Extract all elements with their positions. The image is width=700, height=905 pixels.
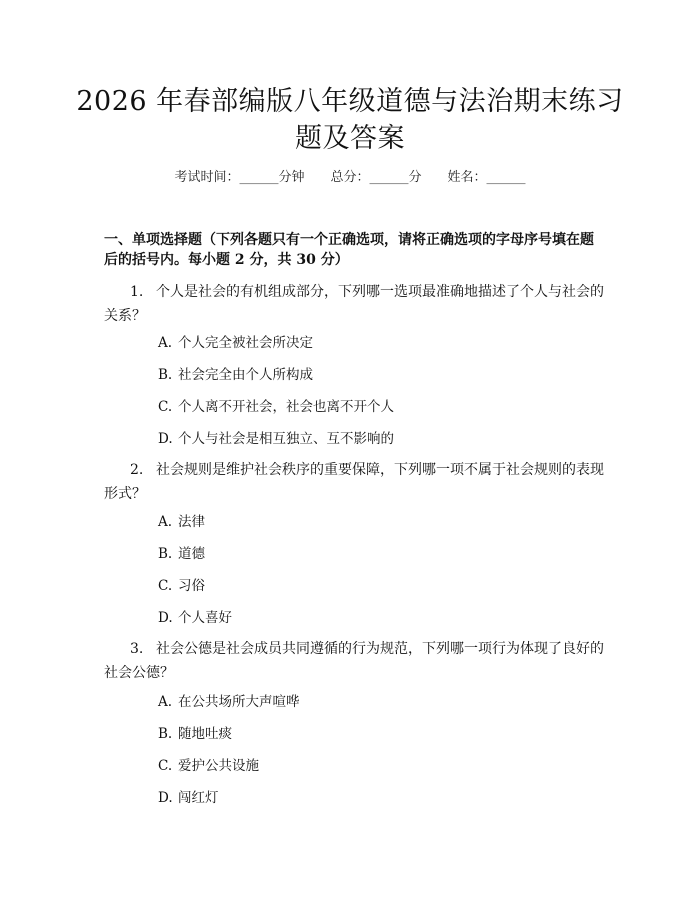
question-text-line-1: 社会公德是社会成员共同遵循的行为规范，下列哪一项行为体现了良好的: [156, 641, 604, 657]
question-number: 3.: [130, 641, 144, 657]
question-3-stem-line-2: 社会公德？: [104, 665, 174, 681]
option-text: 个人离不开社会，社会也离不开个人: [178, 399, 394, 415]
option-letter: B.: [158, 367, 173, 383]
exam-time-blank: ______: [239, 170, 279, 185]
question-2-option-d: [158, 608, 598, 628]
total-score-blank: ______: [369, 170, 409, 185]
option-letter: A.: [158, 335, 173, 351]
question-2-option-b: [158, 544, 598, 564]
option-letter: A.: [158, 694, 173, 710]
question-3-option-c: [158, 756, 598, 776]
option-text: 法律: [178, 514, 205, 530]
section-heading-line-1: 一、单项选择题（下列各题只有一个正确选项，请将正确选项的字母序号填在题: [104, 232, 594, 248]
option-text: 在公共场所大声喧哗: [178, 694, 300, 710]
option-letter: B.: [158, 726, 173, 742]
exam-time-unit: 分钟: [278, 170, 305, 185]
question-text-line-1: 个人是社会的有机组成部分，下列哪一选项最准确地描述了个人与社会的: [156, 284, 604, 300]
option-letter: D.: [158, 610, 173, 626]
document-title-line-1: 2026 年春部编版八年级道德与法治期末练习: [76, 86, 624, 117]
option-text: 闯红灯: [178, 790, 219, 806]
option-text: 个人喜好: [178, 610, 232, 626]
total-score-unit: 分: [408, 170, 422, 185]
option-text: 个人与社会是相互独立、互不影响的: [178, 431, 394, 447]
question-1-stem: [104, 280, 604, 304]
total-score-label: 总分：: [330, 170, 370, 185]
question-3-stem: [104, 637, 604, 661]
question-2-stem: [104, 458, 604, 482]
option-text: 道德: [178, 546, 205, 562]
exam-time-label: 考试时间：: [174, 170, 240, 185]
option-letter: D.: [158, 790, 173, 806]
question-3-option-d: [158, 788, 598, 808]
question-number: 2.: [130, 462, 144, 478]
option-text: 习俗: [178, 578, 205, 594]
question-1-option-b: [158, 365, 598, 385]
option-letter: A.: [158, 514, 173, 530]
name-blank: ______: [486, 170, 526, 185]
question-2-stem-line-2: 形式？: [104, 486, 146, 502]
question-2-option-c: [158, 576, 598, 596]
name-label: 姓名：: [447, 170, 487, 185]
question-3-option-a: [158, 692, 598, 712]
option-text: 爱护公共设施: [178, 758, 259, 774]
question-number: 1.: [130, 284, 144, 300]
document-title-line-2: 题及答案: [295, 123, 405, 154]
question-text-line-1: 社会规则是维护社会秩序的重要保障，下列哪一项不属于社会规则的表现: [156, 462, 604, 478]
question-1-option-a: [158, 333, 598, 353]
option-letter: D.: [158, 431, 173, 447]
question-1-stem-line-2: 关系？: [104, 308, 146, 324]
option-text: 个人完全被社会所决定: [178, 335, 313, 351]
exam-info-line: [0, 168, 700, 188]
option-text: 随地吐痰: [178, 726, 232, 742]
question-1-option-c: [158, 397, 598, 417]
question-2-option-a: [158, 512, 598, 532]
option-text: 社会完全由个人所构成: [178, 367, 313, 383]
question-3-option-b: [158, 724, 598, 744]
question-1-option-d: [158, 429, 598, 449]
option-letter: C.: [158, 399, 173, 415]
option-letter: B.: [158, 546, 173, 562]
section-heading-line-2: 后的括号内。每小题 2 分，共 30 分）: [104, 252, 349, 268]
option-letter: C.: [158, 758, 173, 774]
option-letter: C.: [158, 578, 173, 594]
